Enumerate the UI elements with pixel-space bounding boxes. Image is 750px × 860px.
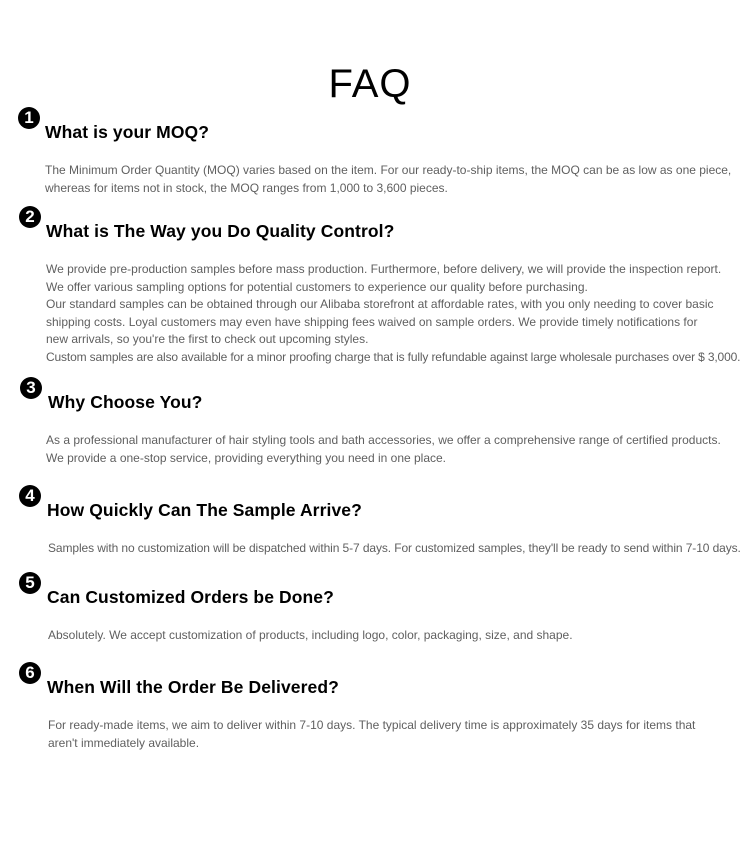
faq-question: How Quickly Can The Sample Arrive?	[47, 500, 362, 520]
answer-paragraph: Samples with no customization will be dispatched within 5-7 days. For customized samples, they'll be ready to send within 7-10 days.	[48, 541, 741, 555]
answer-paragraph: For ready-made items, we aim to deliver within 7-10 days. The typical delivery time is approximately 35 days for items that aren't immediately available.	[48, 718, 696, 750]
answer-paragraph: Our standard samples can be obtained through our Alibaba storefront at affordable rates, with you only needing to cover basic shipping costs. Loyal customers may even have shipping fees waived on sample orders. We provide timely notifications for new arrivals, so you're the first to check out upcoming styles.	[46, 297, 714, 347]
faq-answer	[48, 540, 748, 558]
answer-paragraph: The Minimum Order Quantity (MOQ) varies based on the item. For our ready-to-ship items, the MOQ can be as low as one piece, whereas for items not in stock, the MOQ ranges from 1,000 to 3,600 pieces.	[45, 163, 732, 195]
faq-question: What is your MOQ?	[45, 122, 210, 142]
faq-answer	[45, 162, 735, 197]
answer-paragraph: Absolutely. We accept customization of products, including logo, color, packaging, size, and shape.	[48, 628, 573, 642]
number-badge: 3	[20, 377, 42, 399]
number-badge: 4	[19, 485, 41, 507]
faq-question: Why Choose You?	[48, 392, 203, 412]
faq-answer	[46, 432, 746, 467]
faq-question: What is The Way you Do Quality Control?	[46, 221, 395, 241]
faq-answer	[48, 627, 748, 645]
faq-answer	[48, 717, 728, 752]
answer-paragraph: As a professional manufacturer of hair styling tools and bath accessories, we offer a comprehensive range of certified products.	[46, 433, 721, 447]
page-title: FAQ	[328, 61, 412, 106]
number-badge: 2	[19, 206, 41, 228]
answer-paragraph: We provide a one-stop service, providing everything you need in one place.	[46, 450, 447, 465]
answer-paragraph: We provide pre-production samples before mass production. Furthermore, before delivery, we will provide the inspection report.	[46, 262, 722, 276]
number-badge: 6	[19, 662, 41, 684]
faq-question: When Will the Order Be Delivered?	[47, 677, 339, 697]
faq-question: Can Customized Orders be Done?	[47, 587, 334, 607]
answer-paragraph: We offer various sampling options for potential customers to experience our quality before purchasing.	[46, 279, 588, 294]
number-badge: 5	[19, 572, 41, 594]
faq-answer	[46, 261, 746, 367]
number-badge: 1	[18, 107, 40, 129]
answer-paragraph: Custom samples are also available for a minor proofing charge that is fully refundable against large wholesale purchases over $ 3,000.	[46, 349, 741, 364]
